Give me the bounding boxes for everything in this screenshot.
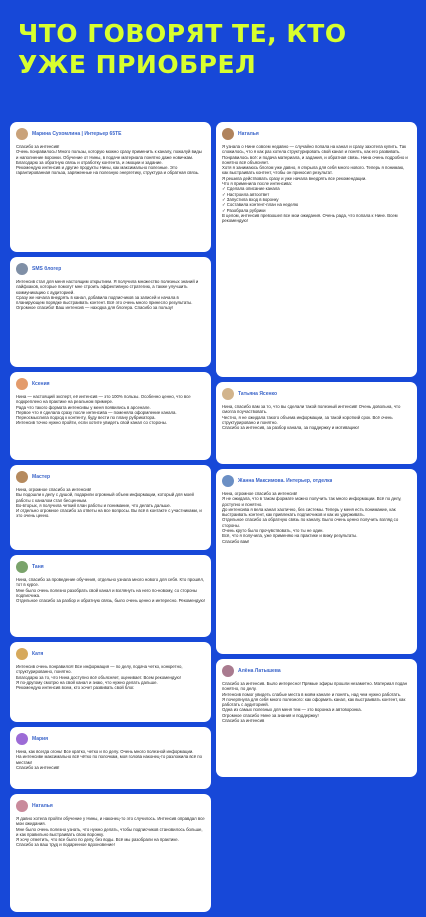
avatar [222,128,234,140]
review-text: Интенсив очень понравился! Все информация — по делу, подача четко, конкретно, структурированно, понятно. Благодарю за то, что Нина доступно всё объясняет, оценивает. Всем рекомендую! Я по-другому смотрю на свой канал и знаю, что нужно делать дальше. Рекомендую интенсив всем, кто хочет развивать свой блог. [16,664,183,691]
review-text: Нина, огромное спасибо за интенсив! Я не ожидала, что в таком формате можно получить так много информации. Всё по делу, доступно и понятно. До интенсива я вела канал хаотично, без системы. Теперь у меня есть понимание, как выстраивать контент, как привлекать подписчиков и как их удерживать. Отдельное спасибо за обратную связь по каналу. Было очень ценно получить взгляд со стороны. Очень круто было прочувствовать, что ты не один. Всё, что я получила, уже применяю на практике и вижу результаты. Спасибо вам! [222,491,402,544]
review-author: Татьяна Ясенко [238,391,278,397]
review-text: Я давно хотела пройти обучение у Нины, и наконец-то это случилось. Интенсив оправдал все мои ожидания. Мне было очень полезно узнать, что нужно делать, чтобы подписчиков становилось больше, и как правильно выстраивать свою воронку. Я хочу отметить, что все было по делу, без воды. Всё мы разобрали на практике. Спасибо за ваш труд и подаренное вдохновение! [16,816,205,848]
review-card [216,122,417,377]
review-card [10,257,211,367]
review-author: Катя [32,651,44,657]
review-card [10,372,211,460]
review-header [16,732,205,746]
review-author: Мастер [32,474,51,480]
avatar [16,733,28,745]
review-text: Я узнала о Нине совсем недавно — случайно попала на канал и сразу захотела купить. Так сложилось, что я как раз хотела структурировать свой канал и понять, как его развивать. Понравилось всё: и подача материала, и задания, и обратная связь. Нина очень подробно и понятно всё объясняет. Хотя я занимаюсь блогом уже давно, я открыла для себя много нового. Теперь я понимаю, как выстраивать контент, чтобы он приносил результат. Я решила действовать сразу и уже начала внедрять все рекомендации. Что я применила после интенсива: ✓ Сделала описание канала ✓ Настроила автоответ ✓ Запустила вход в воронку ✓ Составила контент-план на неделю ✓ Разобрала рубрики В целом, интенсив превзошел все мои ожидания. Очень рада, что попала к Нине. Всем рекомендую! [222,144,408,224]
review-author: Ксения [32,381,50,387]
avatar [16,648,28,660]
avatar [16,561,28,573]
review-header [222,127,411,141]
review-text: Спасибо за интенсив! Очень понравилось! Много пользы, которую можно сразу применить к каналу, пожалуй виды и наполнение воронки. Обучение от Нины, в подаче материала понятно даже новичкам. Благодарю за обратную связь и отработку контента, и эмоции и задание. Рекомендую интенсив и другие продукты Нины, как максимально полезные. Это гарантированная польза, заряженные на полезную энергетику, структура и обратная связь. [16,144,202,176]
review-header [222,387,411,401]
review-author: Алёна Латышева [238,668,281,674]
review-card [216,382,417,464]
reviews-column-left [10,122,211,917]
review-header [16,647,205,661]
avatar [16,471,28,483]
review-card [10,465,211,550]
headline: ЧТО ГОВОРЯТ ТЕ, КТО УЖЕ ПРИОБРЕЛ [18,19,347,79]
avatar [16,378,28,390]
review-text: Нина, как всегда огонь! Все кратко, четко и по делу. Очень много полезной информации. На интенсиве максимально всё чётко по полочкам, моя голова наконец-то разложила всё по местам! Спасибо за интенсив! [16,749,203,770]
review-card [10,122,211,252]
review-header [16,262,205,276]
review-header [16,799,205,813]
review-card [10,642,211,722]
avatar [222,475,234,487]
review-author: Наталья [32,803,53,809]
review-author: Мария [32,736,49,742]
review-text: Интенсив стал для меня настоящим открытием. Я получила множество полезных знаний и лайфхаков, которые помогут мне строить эффективную стратегию, а также улучшить коммуникацию с аудиторией. Сразу же начала внедрять в канал, добавила подписчиков за записей и начала в планирующем порядке выстраивать контент. Всё это очень много принесло результаты. Огромное спасибо! Ваш интенсив — находка для блогера. Спасибо за пользу! [16,279,199,311]
review-card [10,794,211,912]
review-card [216,469,417,654]
review-text: Спасибо за интенсив. Было интересно! Прямые эфиры прошли незаметно. Материал подан понятно, по делу. Интенсив помог увидеть слабые места в моём канале и понять, над чем нужно работать. Я почерпнула для себя много полезного: как оформить канал, как выстраивать контент, как работать с аудиторией. Одна из самых полезных для меня тем — это воронка и автоворонка. Огромное спасибо Нине за знания и поддержку! Спасибо за интенсив [222,681,408,724]
review-text: Нина — настоящий эксперт, её интенсив — это 100% пользы. Особенно ценно, что все подкреплено на практике на реальном примере. Рада что такого формата интенсивы у меня появились в арсенале. Первое что я сделала сразу после интенсива — поменяла оформление канала. Переосмыслила подход к контенту, буду вести по плану рубрикатора. Интенсив точно нужно пройти, если хотите увидеть свой канал со стороны. [16,394,191,426]
avatar [222,665,234,677]
avatar [16,800,28,812]
review-header [16,470,205,484]
avatar [16,128,28,140]
review-author: Таня [32,564,44,570]
review-card [10,555,211,637]
review-author: Марина Сухомлина | Интерьер 65ТЕ [32,131,122,137]
reviews-column-right [216,122,417,782]
review-header [16,127,205,141]
review-text: Нина, спасибо вам за то, что вы сделали такой полезный интенсив! Очень довольна, что смогла поучаствовать. Честно, я не ожидала такого объема информации, за такой короткий срок. Всё очень структурировано и понятно. Спасибо за интенсив, за разбор канала, за поддержку и мотивацию! [222,404,401,431]
review-author: Наталья [238,131,259,137]
review-header [16,560,205,574]
review-text: Нина, спасибо за проведение обучения, отдельно узнала много нового для себя. Кто прошёл, тот в курсе. Мне было очень полезно разобрать свой канал и взглянуть на него по-новому, со стороны подписчика. Отдельное спасибо за разбор и обратную связь, было очень ценно и интересно. Рекомендую! [16,577,205,604]
review-header [222,474,411,488]
review-header [222,664,411,678]
avatar [222,388,234,400]
review-author: SMS блогер [32,266,62,272]
avatar [16,263,28,275]
review-header [16,377,205,391]
review-text: Нина, огромное спасибо за интенсив! Вы подошли к делу с душой, подарили огромный объем информации, который для моей работы с каналом стал бесценным. Во-вторых, я получила четкий план работы и понимание, что делать дальше. И отдельно огромное спасибо за ответы на все вопросы. Вы всё в контакте с участниками, и это очень ценно. [16,487,202,519]
review-card [10,727,211,789]
review-card [216,659,417,777]
review-author: Жанна Максимова. Интерьер, отделка [238,478,333,484]
